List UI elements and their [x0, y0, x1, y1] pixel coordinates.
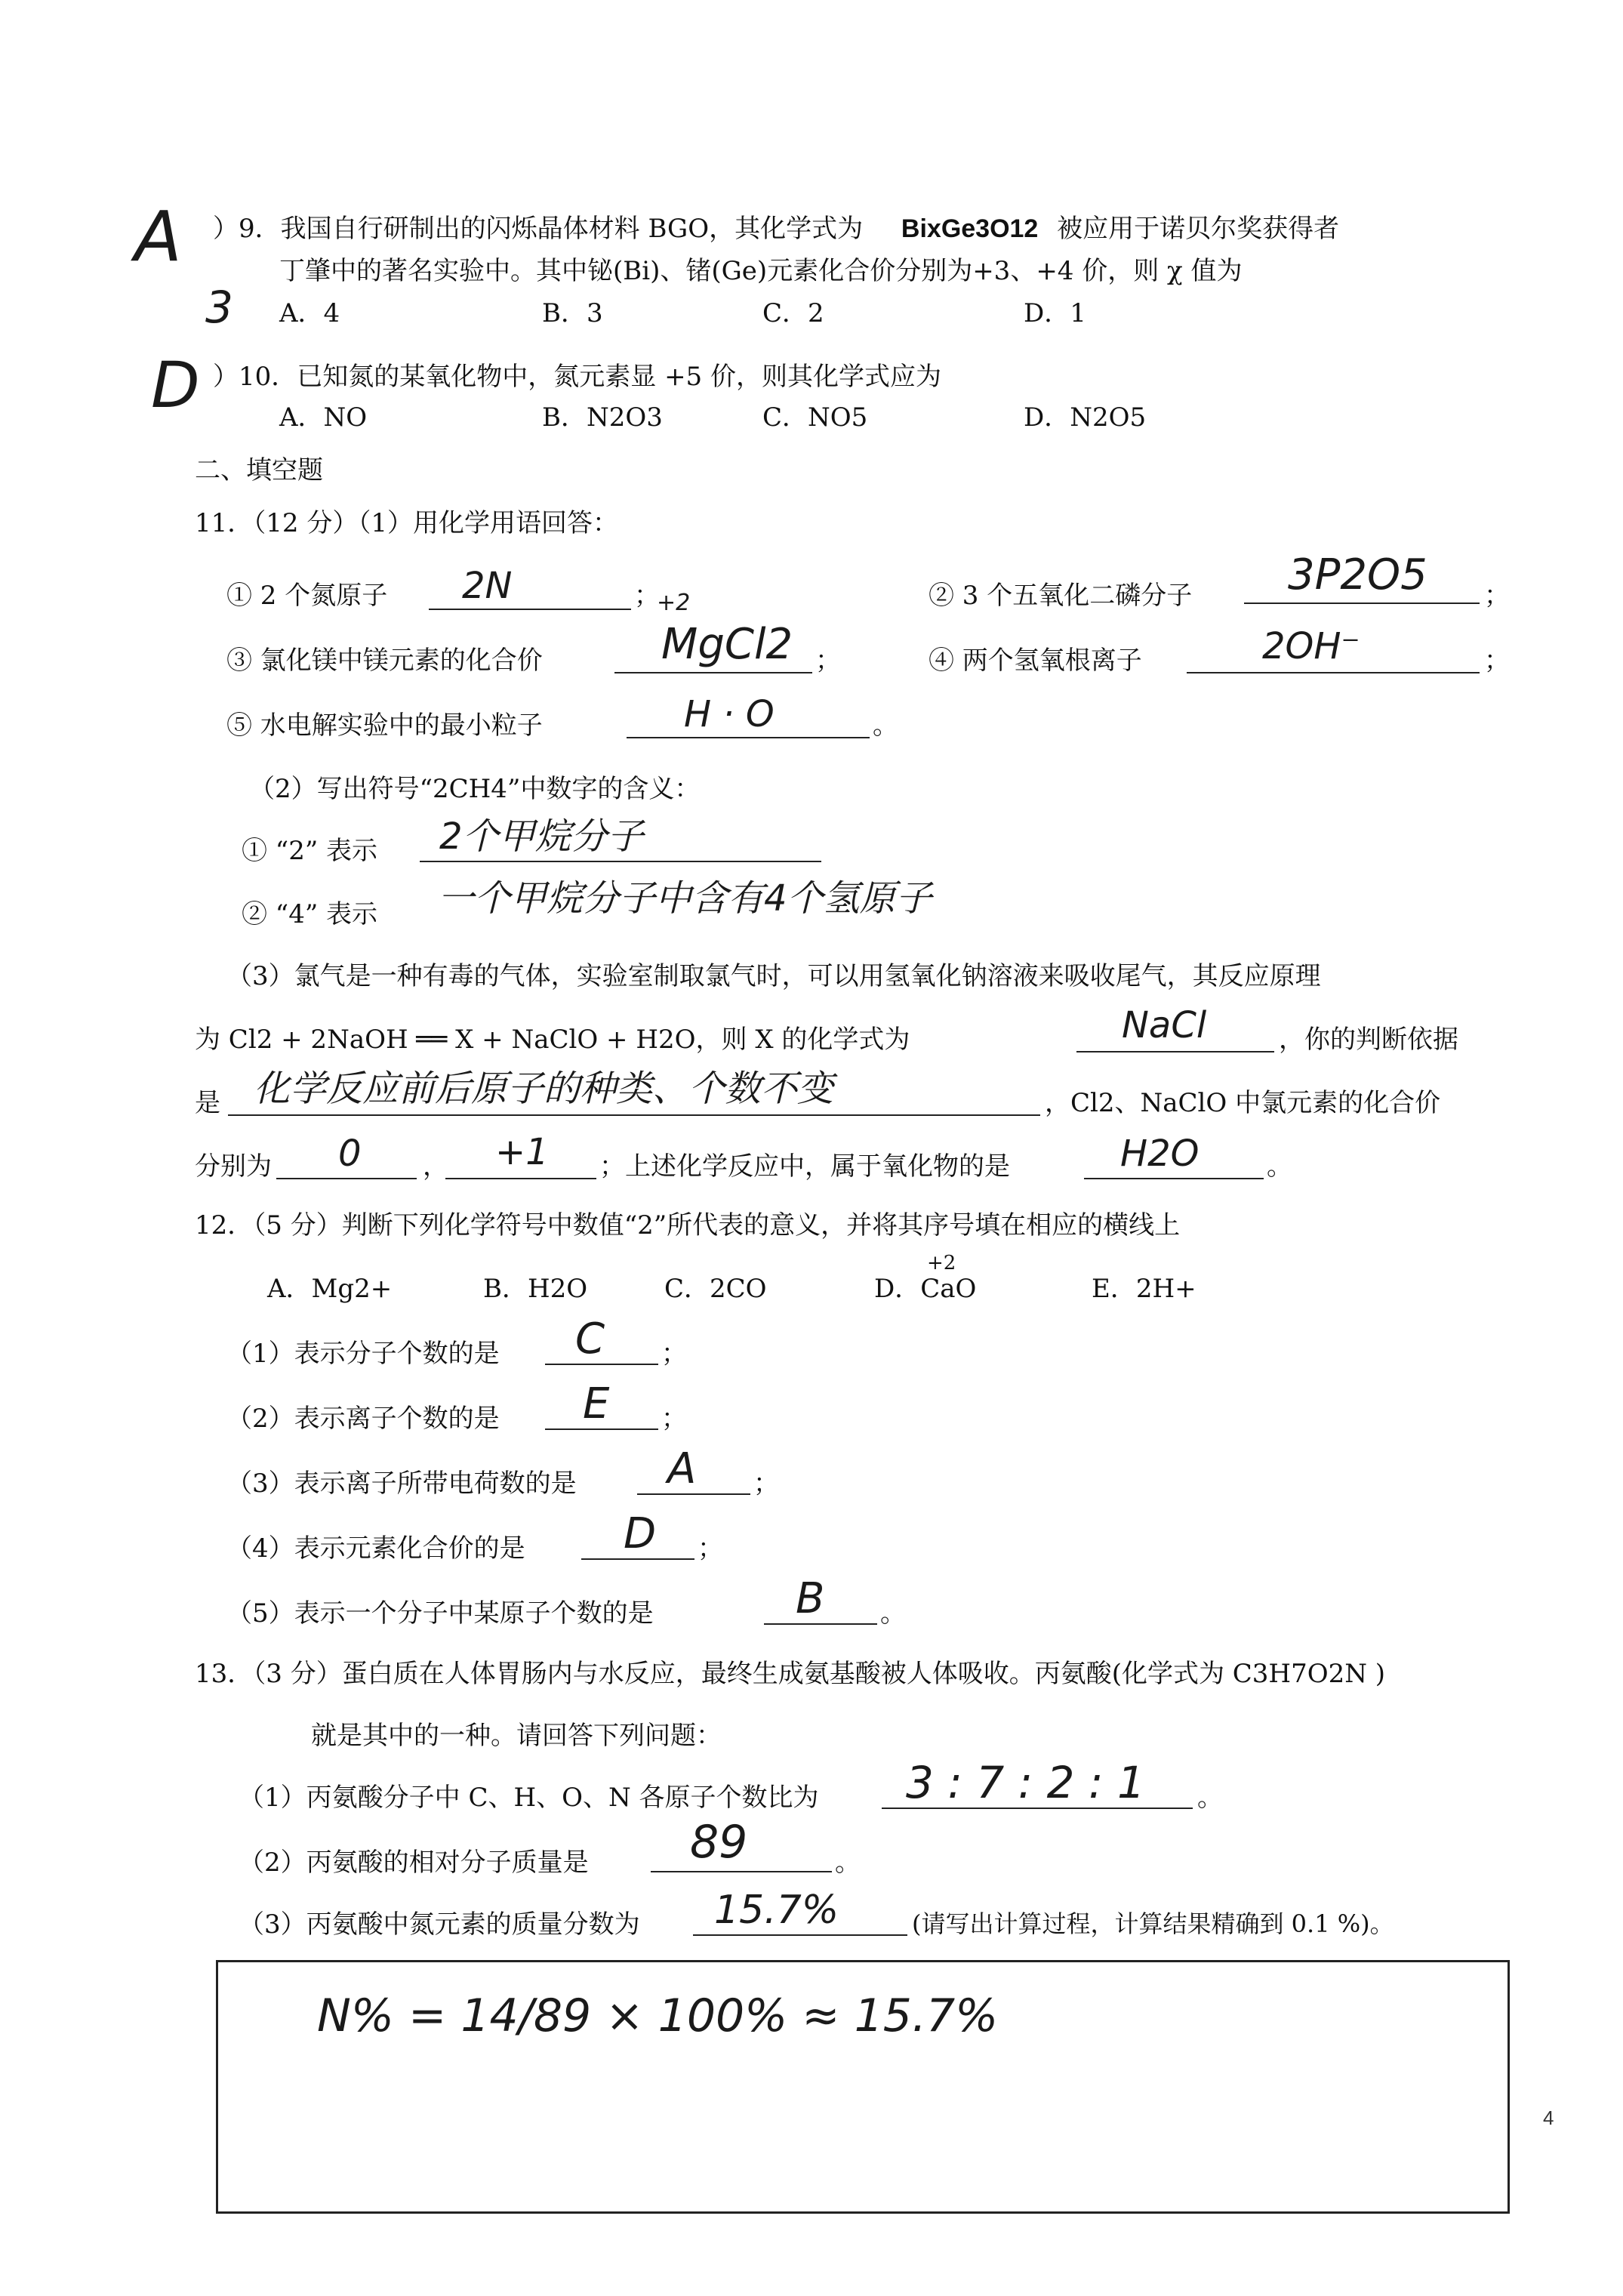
- q12-item-2-label: （2）表示离子个数的是: [226, 1404, 500, 1434]
- q11-item-3-answer: MgCl2: [661, 620, 793, 669]
- q9-option-b: B．3: [542, 298, 603, 328]
- q11-part2-item-2-label: ② “4” 表示: [242, 899, 378, 929]
- q13-item-1-answer: 3 : 7 : 2 : 1: [906, 1757, 1145, 1808]
- q11-part3-line3a: 是: [195, 1088, 220, 1118]
- q11-part3-line2a: 为 Cl2 + 2NaOH ══ X + NaClO + H2O，则 X 的化学式为: [195, 1025, 910, 1055]
- q9-stem-line2: 丁肇中的著名实验中。其中铋(Bi)、锗(Ge)元素化合价分别为+3、+4 价，则 χ 值为: [279, 256, 1243, 286]
- q11-part3-answer-v2: +1: [495, 1131, 549, 1173]
- q11-item-2-answer: 3P2O5: [1288, 550, 1427, 599]
- q11-item-3-mark: +2: [657, 590, 691, 616]
- q12-item-1-label: （1）表示分子个数的是: [226, 1339, 500, 1369]
- q10-stem: ）10．已知氮的某氧化物中，氮元素显 +5 价，则其化学式应为: [213, 362, 941, 392]
- q9-margin-note: 3: [205, 282, 233, 333]
- q12-item-4-answer: D: [624, 1509, 657, 1558]
- q11-part3-answer-v1: 0: [338, 1133, 362, 1175]
- q11-part3-line2b: ，你的判断依据: [1279, 1025, 1458, 1055]
- q9-answer-mark: A: [134, 196, 182, 277]
- q11-item-1-answer: 2N: [462, 565, 513, 607]
- q11-part3-answer-basis: 化学反应前后原子的种类、个数不变: [254, 1068, 834, 1110]
- q11-part3-line3b: ，Cl2、NaClO 中氯元素的化合价: [1045, 1088, 1441, 1118]
- q11-part2-item-1-label: ① “2” 表示: [242, 836, 378, 866]
- q10-option-d: D．N2O5: [1024, 402, 1147, 433]
- q11-item-5-label: ⑤ 水电解实验中的最小粒子: [226, 710, 543, 741]
- q11-part3-line4a: 分别为: [195, 1151, 272, 1182]
- q11-part3-answer-oxide: H2O: [1120, 1133, 1200, 1175]
- q12-item-3-answer: A: [667, 1444, 697, 1493]
- q9-option-c: C．2: [762, 298, 824, 328]
- q11-part3-answer-x: NaCl: [1122, 1004, 1207, 1046]
- page-number: 4: [1543, 2106, 1554, 2129]
- q11-item-2-label: ② 3 个五氧化二磷分子: [929, 581, 1193, 611]
- q13-item-2-answer: 89: [690, 1816, 748, 1869]
- q12-option-d-mark: +2: [927, 1252, 956, 1274]
- q11-part2-item-2-answer: 一个甲烷分子中含有4个氢原子: [438, 877, 932, 920]
- q10-option-c: C．NO5: [762, 402, 868, 433]
- q12-option-e: E．2H+: [1092, 1274, 1196, 1304]
- q9-formula: BixGe3O12: [901, 214, 1039, 243]
- q9-stem: ）9．我国自行研制出的闪烁晶体材料 BGO，其化学式为 BixGe3O12 被应用于诺贝尔奖获得者: [213, 214, 1340, 244]
- q12-option-d: D．CaO: [874, 1274, 977, 1304]
- q12-option-b: B．H2O: [483, 1274, 588, 1304]
- q13-item-2-label: （2）丙氨酸的相对分子质量是: [239, 1848, 589, 1878]
- q12-item-4-label: （4）表示元素化合价的是: [226, 1533, 525, 1564]
- q13-work: N% = 14/89 × 100% ≈ 15.7%: [317, 1989, 999, 2042]
- q12-item-3-label: （3）表示离子所带电荷数的是: [226, 1469, 577, 1499]
- q11-item-4-label: ④ 两个氢氧根离子: [929, 646, 1142, 676]
- q11-item-1-label: ① 2 个氮原子: [226, 581, 388, 611]
- q10-option-a: A．NO: [279, 402, 368, 433]
- section-title: 二、填空题: [195, 455, 323, 485]
- q11-title: 11．（12 分）（1）用化学用语回答：: [195, 508, 618, 538]
- q12-option-a: A．Mg2+: [267, 1274, 393, 1304]
- q12-option-c: C．2CO: [664, 1274, 767, 1304]
- q13-item-3-answer: 15.7%: [714, 1888, 839, 1933]
- q10-answer-mark: D: [151, 348, 200, 422]
- q11-part3-line4b: ；上述化学反应中，属于氧化物的是: [599, 1151, 1010, 1182]
- q11-part2-title: （2）写出符号“2CH4”中数字的含义：: [249, 774, 701, 804]
- q13-item-1-label: （1）丙氨酸分子中 C、H、O、N 各原子个数比为: [239, 1783, 819, 1813]
- q13-item-3-label: （3）丙氨酸中氮元素的质量分数为: [239, 1909, 640, 1940]
- q11-item-5-answer: H · O: [684, 693, 775, 735]
- q12-item-5-label: （5）表示一个分子中某原子个数的是: [226, 1598, 654, 1629]
- q13-title-line2: 就是其中的一种。请回答下列问题：: [311, 1721, 722, 1751]
- q10-option-b: B．N2O3: [542, 402, 663, 433]
- q11-item-3-label: ③ 氯化镁中镁元素的化合价: [226, 646, 543, 676]
- q9-option-d: D．1: [1024, 298, 1086, 328]
- q12-item-5-answer: B: [796, 1574, 825, 1623]
- q9-option-a: A．4: [279, 298, 340, 328]
- q12-title: 12．（5 分）判断下列化学符号中数值“2”所代表的意义，并将其序号填在相应的横线上: [195, 1210, 1181, 1240]
- q13-title: 13．（3 分）蛋白质在人体胃肠内与水反应，最终生成氨基酸被人体吸收。丙氨酸(化学式为 C3H7O2N ): [195, 1659, 1386, 1689]
- q12-item-2-answer: E: [583, 1379, 610, 1428]
- q11-part3-line1: （3）氯气是一种有毒的气体，实验室制取氯气时，可以用氢氧化钠溶液来吸收尾气，其反应原理: [226, 961, 1321, 991]
- q11-item-4-answer: 2OH⁻: [1262, 625, 1360, 667]
- q12-item-1-answer: C: [575, 1314, 605, 1364]
- q11-part2-item-1-answer: 2个甲烷分子: [439, 815, 644, 858]
